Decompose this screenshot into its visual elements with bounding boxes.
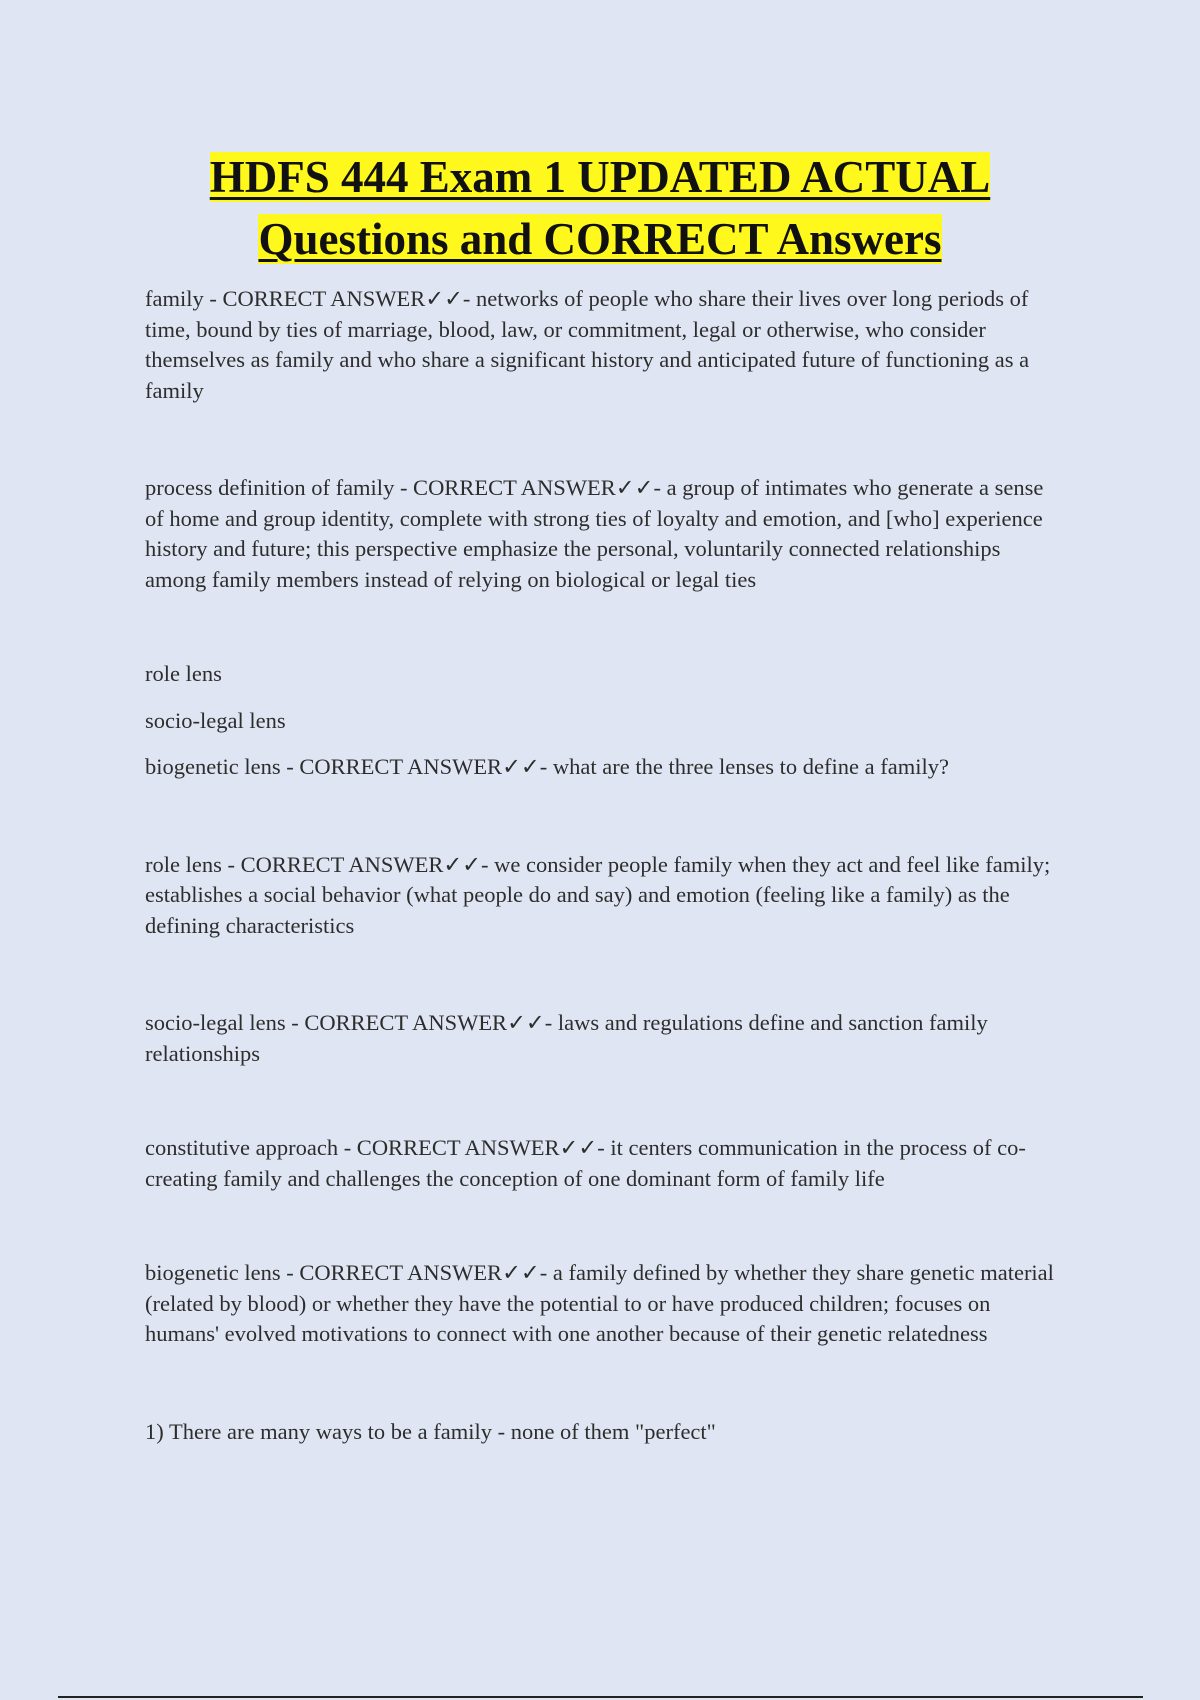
definition-constitutive-approach: constitutive approach - CORRECT ANSWER✓✓- it centers communication in the process of co-creating family and challenges the conception of one dominant form of family life [145,1135,1026,1191]
title-line-1: HDFS 444 Exam 1 UPDATED ACTUAL [209,152,991,202]
statement-family-ways: 1) There are many ways to be a family - none of them "perfect" [145,1418,716,1444]
document-title [120,146,1080,270]
definition-socio-legal-lens: socio-legal lens - CORRECT ANSWER✓✓- laws and regulations define and sanction family relationships [145,1010,988,1066]
definition-biogenetic-lens: biogenetic lens - CORRECT ANSWER✓✓- a family defined by whether they share genetic material (related by blood) or whether they have the potential to or have produced children; focuses on humans' evolved motivations to connect with one another because of their genetic relatedness [145,1260,1054,1346]
definition-three-lenses: biogenetic lens - CORRECT ANSWER✓✓- what are the three lenses to define a family? [145,754,949,779]
title-line-2: Questions and CORRECT Answers [258,214,942,264]
list-item-socio-legal-lens: socio-legal lens [145,707,286,733]
definition-family: family - CORRECT ANSWER✓✓- networks of people who share their lives over long periods of time, bound by ties of marriage, blood, law, or commitment, legal or otherwise, who consider themselves as family and who share a significant history and anticipated future of functioning as a family [145,286,1030,403]
list-item-role-lens: role lens [145,661,222,686]
definition-role-lens: role lens - CORRECT ANSWER✓✓- we consider people family when they act and feel like family; establishes a social behavior (what people do and say) and emotion (feeling like a family) as the defining characteristics [145,851,1051,938]
page-bottom-rule [58,1696,1143,1698]
document-content [145,284,1060,1447]
definition-process-family: process definition of family - CORRECT ANSWER✓✓- a group of intimates who generate a sense of home and group identity, complete with strong ties of loyalty and emotion, and [who] experience history and future; this perspective emphasize the personal, voluntarily connected relationships among family members instead of relying on biological or legal ties [145,475,1044,592]
